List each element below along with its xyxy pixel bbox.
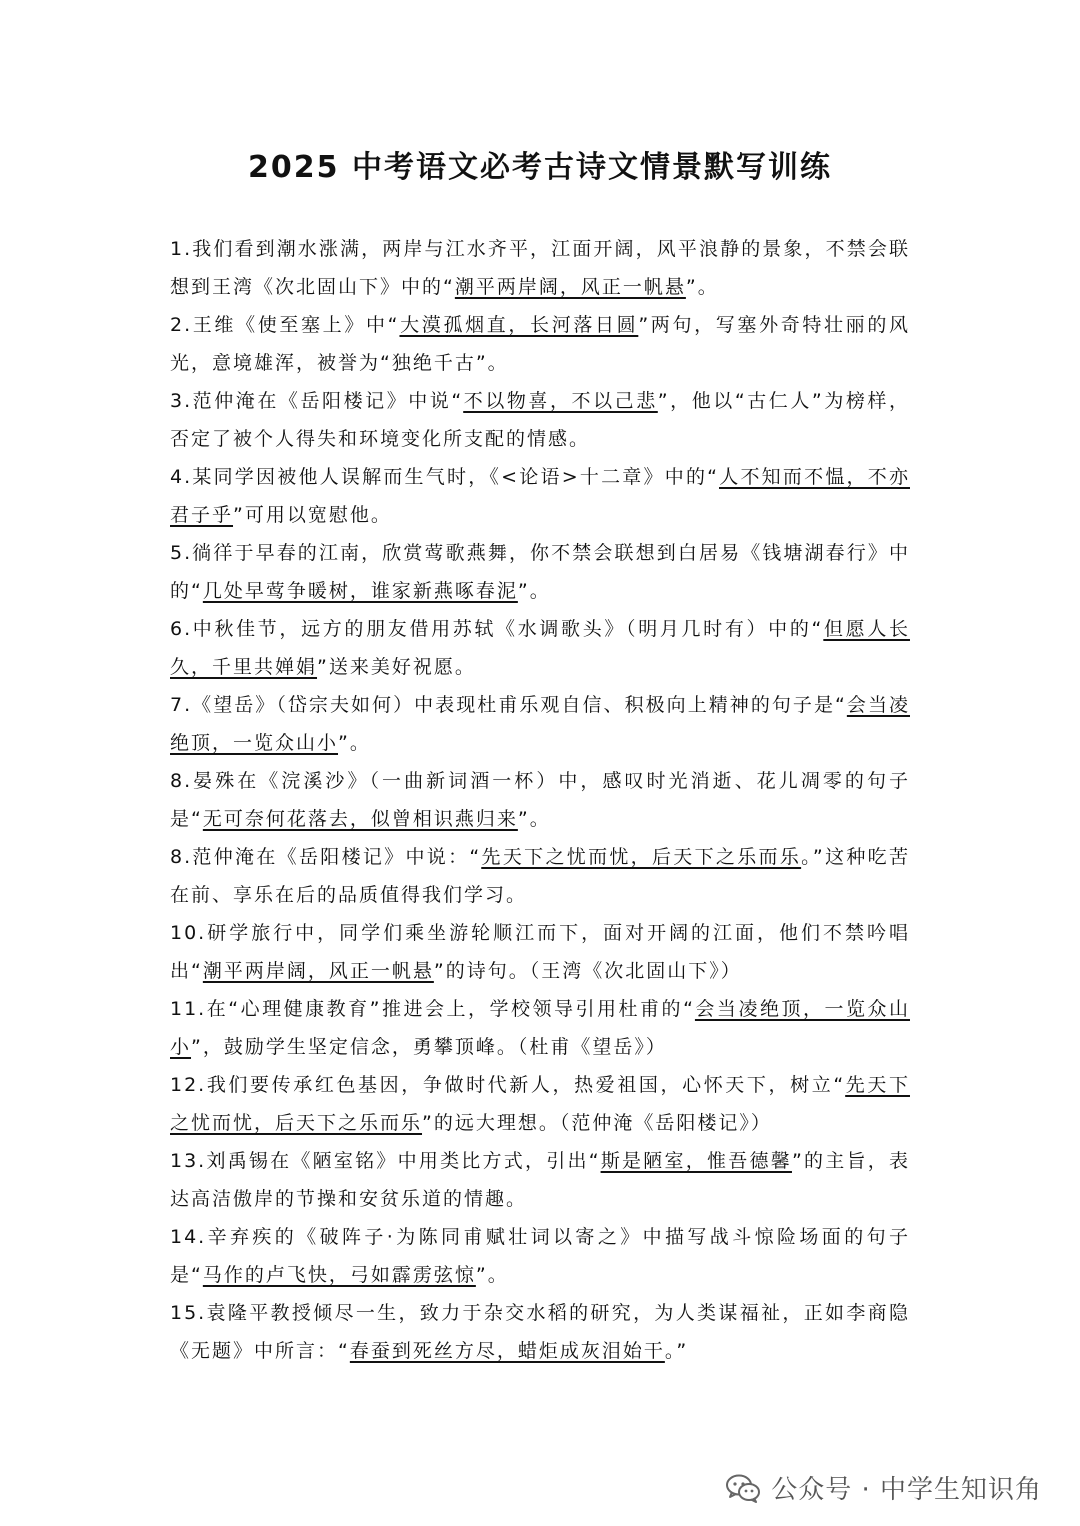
question-text-end: ”可用以宽慰他。 bbox=[233, 504, 392, 526]
question-text-end: ”两句，写塞外奇特壮丽的风光，意境雄浑，被誉为“独绝千古”。 bbox=[170, 314, 910, 374]
question-text-end: ”。 bbox=[685, 276, 719, 298]
watermark-text: 公众号 · 中学生知识角 bbox=[771, 1475, 1042, 1505]
answer-text: 会当凌绝顶，一览众山小 bbox=[170, 694, 910, 754]
exercise-item bbox=[170, 990, 910, 1066]
answer-text: 潮平两岸阔，风正一帆悬 bbox=[454, 276, 686, 298]
question-text: 4.某同学因被他人误解而生气时，《<论语>十二章》中的“ bbox=[170, 466, 720, 488]
question-text: 14.辛弃疾的《破阵子·为陈同甫赋壮词以寄之》中描写战斗惊险场面的句子是“ bbox=[170, 1226, 910, 1286]
answer-text: 几处早莺争暖树，谁家新燕啄春泥 bbox=[202, 580, 518, 602]
question-text: 1.我们看到潮水涨满，两岸与江水齐平，江面开阔，风平浪静的景象，不禁会联想到王湾《次北固山下》中的“ bbox=[170, 238, 910, 298]
exercise-item bbox=[170, 382, 910, 458]
exercise-item bbox=[170, 306, 910, 382]
answer-text: 人不知而不愠，不亦君子乎 bbox=[170, 466, 910, 526]
question-text: 11.在“心理健康教育”推进会上，学校领导引用杜甫的“ bbox=[170, 998, 695, 1020]
exercise-item bbox=[170, 230, 910, 306]
question-text-end: ”。 bbox=[338, 732, 371, 754]
question-text: 15.袁隆平教授倾尽一生，致力于杂交水稻的研究，为人类谋福祉，正如李商隐《无题》中所言：“ bbox=[170, 1302, 910, 1362]
exercise-item bbox=[170, 458, 910, 534]
question-text: 8.晏殊在《浣溪沙》（一曲新词酒一杯）中，感叹时光消逝、花儿凋零的句子是“ bbox=[170, 770, 910, 830]
answer-text: 马作的卢飞快，弓如霹雳弦惊 bbox=[202, 1264, 476, 1286]
question-text: 5.徜徉于早春的江南，欣赏莺歌燕舞，你不禁会联想到白居易《钱塘湖春行》中的“ bbox=[170, 542, 910, 602]
watermark bbox=[725, 1469, 1042, 1506]
answer-text: 但愿人长久，千里共婵娟 bbox=[170, 618, 910, 678]
answer-text: 斯是陋室，惟吾德馨 bbox=[600, 1150, 792, 1172]
exercise-item bbox=[170, 610, 910, 686]
exercise-item bbox=[170, 1142, 910, 1218]
exercise-list bbox=[170, 230, 910, 1370]
question-text-end: ”，鼓励学生坚定信念，勇攀顶峰。（杜甫《望岳》） bbox=[191, 1036, 667, 1058]
question-text-end: 。”这种吃苦在前、享乐在后的品质值得我们学习。 bbox=[170, 846, 910, 906]
page-title: 2025 中考语文必考古诗文情景默写训练 bbox=[248, 150, 832, 185]
exercise-item bbox=[170, 1218, 910, 1294]
answer-text: 不以物喜，不以己悲 bbox=[463, 390, 658, 412]
answer-text: 潮平两岸阔，风正一帆悬 bbox=[202, 960, 434, 982]
question-text-end: ”送来美好祝愿。 bbox=[317, 656, 476, 678]
exercise-item bbox=[170, 1294, 910, 1370]
question-text: 13.刘禹锡在《陋室铭》中用类比方式，引出“ bbox=[170, 1150, 601, 1172]
question-text-end: ”。 bbox=[517, 808, 551, 830]
exercise-item bbox=[170, 534, 910, 610]
question-text: 12.我们要传承红色基因，争做时代新人，热爱祖国，心怀天下，树立“ bbox=[170, 1074, 846, 1096]
question-text-end: ”的主旨，表达高洁傲岸的节操和安贫乐道的情趣。 bbox=[170, 1150, 911, 1210]
question-text: 3.范仲淹在《岳阳楼记》中说“ bbox=[170, 390, 464, 412]
answer-text: 先天下之忧而忧，后天下之乐而乐 bbox=[170, 1074, 910, 1134]
question-text: 2.王维《使至塞上》中“ bbox=[170, 314, 400, 336]
exercise-item bbox=[170, 686, 910, 762]
question-text-end: ”的远大理想。（范仲淹《岳阳楼记》） bbox=[422, 1112, 772, 1134]
answer-text: 先天下之忧而忧，后天下之乐而乐 bbox=[481, 846, 802, 868]
exercise-item bbox=[170, 838, 910, 914]
question-text-end: ”。 bbox=[475, 1264, 509, 1286]
exercise-item bbox=[170, 914, 910, 990]
question-text: 8.范仲淹在《岳阳楼记》中说：“ bbox=[170, 846, 482, 868]
wechat-icon bbox=[725, 1473, 761, 1503]
exercise-item bbox=[170, 762, 910, 838]
answer-text: 春蚕到死丝方尽，蜡炬成灰泪始干 bbox=[349, 1340, 665, 1362]
question-text: 6.中秋佳节，远方的朋友借用苏轼《水调歌头》（明月几时有）中的“ bbox=[170, 618, 824, 640]
question-text: 10.研学旅行中，同学们乘坐游轮顺江而下，面对开阔的江面，他们不禁吟唱出“ bbox=[170, 922, 910, 982]
question-text-end: 。” bbox=[664, 1340, 689, 1362]
exercise-item bbox=[170, 1066, 910, 1142]
answer-text: 无可奈何花落去，似曾相识燕归来 bbox=[202, 808, 518, 830]
question-text-end: ”。 bbox=[517, 580, 551, 602]
question-text-end: ”的诗句。（王湾《次北固山下》） bbox=[433, 960, 742, 982]
question-text-end: ”，他以“古仁人”为榜样，否定了被个人得失和环境变化所支配的情感。 bbox=[170, 390, 910, 450]
answer-text: 会当凌绝顶，一览众山小 bbox=[170, 998, 910, 1058]
answer-text: 大漠孤烟直，长河落日圆 bbox=[399, 314, 639, 336]
question-text: 7.《望岳》（岱宗夫如何）中表现杜甫乐观自信、积极向上精神的句子是“ bbox=[170, 694, 847, 716]
